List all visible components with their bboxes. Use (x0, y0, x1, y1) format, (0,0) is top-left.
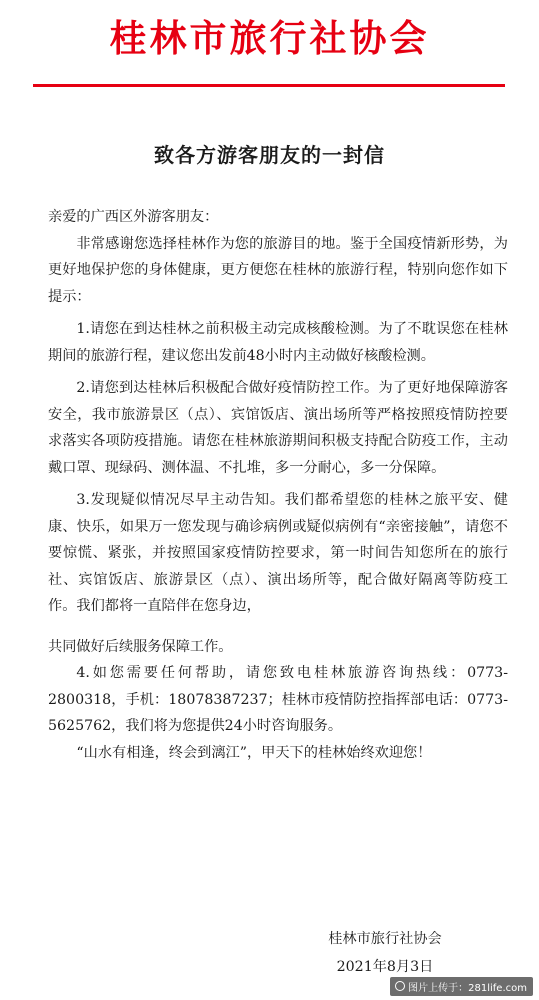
paragraph-item-2: 2.请您到达桂林后积极配合做好疫情防控工作。为了更好地保障游客安全，我市旅游景区（点）、宾馆饭店、演出场所等严格按照疫情防控要求落实各项防疫措施。请您在桂林旅游期间积极支持配合防疫工作，主动戴口罩、现绿码、测体温、不扎堆，多一分耐心，多一分保障。 (48, 380, 508, 476)
paragraph-closing: “山水有相逢，终会到漓江”，甲天下的桂林始终欢迎您！ (76, 744, 432, 761)
paragraph-item-3-continued: 共同做好后续服务保障工作。 (48, 638, 233, 655)
upload-icon (395, 981, 405, 991)
letterhead-rule (33, 84, 505, 87)
signature-date: 2021年8月3日 (336, 959, 434, 975)
signature-org: 桂林市旅行社协会 (328, 931, 442, 947)
letter-title: 致各方游客朋友的一封信 (154, 143, 385, 167)
letterhead-org-name: 桂林市旅行社协会 (109, 17, 430, 60)
salutation: 亲爱的广西区外游客朋友： (48, 209, 219, 225)
paragraph-intro: 非常感谢您选择桂林作为您的旅游目的地。鉴于全国疫情新形势，为更好地保护您的身体健康，更方便您在桂林的旅游行程，特别向您作如下提示： (48, 235, 508, 305)
paragraph-item-3: 3.发现疑似情况尽早主动告知。我们都希望您的桂林之旅平安、健康、快乐，如果万一您发现与确诊病例或疑似病例有“亲密接触”，请您不要惊慌、紧张，并按照国家疫情防控要求，第一时间告知您所在的旅行社、宾馆饭店、旅游景区（点）、演出场所等，配合做好隔离等防疫工作。我们都将一直陪伴在您身边， (48, 492, 508, 614)
letter-body (48, 204, 508, 766)
upload-watermark (390, 977, 533, 996)
watermark-text: 图片上传于：281life.com (408, 983, 527, 994)
signature-block (300, 925, 470, 981)
paragraph-item-1: 1.请您在到达桂林之前积极主动完成核酸检测。为了不耽误您在桂林期间的旅游行程，建议您出发前48小时内主动做好核酸检测。 (48, 321, 508, 364)
paragraph-item-4: 4.如您需要任何帮助，请您致电桂林旅游咨询热线：0773-2800318，手机：18078387237；桂林市疫情防控指挥部电话：0773-5625762，我们将为您提供24小时咨询服务。 (48, 665, 508, 734)
